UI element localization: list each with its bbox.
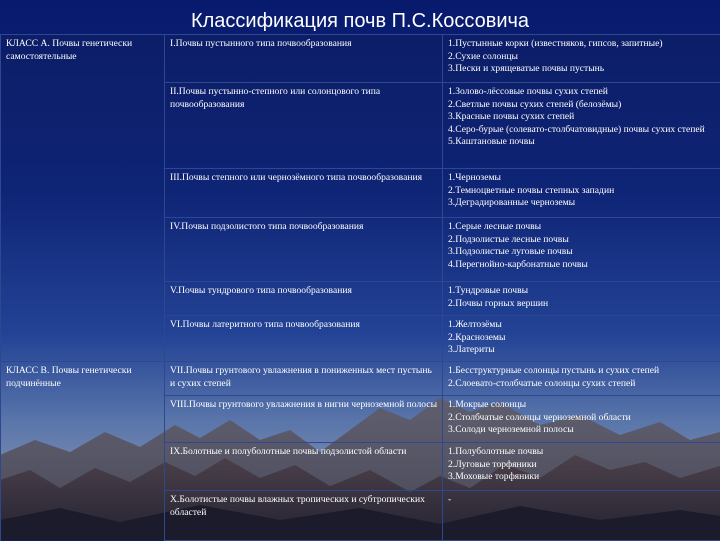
soil-subtype: 4.Серо-бурые (солевато-столбчатовидные) почвы сухих степей	[448, 124, 716, 137]
soil-type-cell: VII.Почвы грунтового увлажнения в пониженных мест пустынь и сухих степей	[165, 362, 443, 396]
soil-subtype: 1.Бесструктурные солонцы пустынь и сухих степей	[448, 365, 716, 378]
soil-subtype: 2.Темноцветные почвы степных западин	[448, 185, 716, 198]
soil-subtype: 2.Почвы горных вершин	[448, 298, 716, 311]
soil-subtypes-cell	[443, 362, 720, 396]
soil-subtype: 2.Луговые торфяники	[448, 459, 716, 472]
soil-type-cell: II.Почвы пустынно-степного или солонцового типа почвообразования	[165, 83, 443, 169]
class-cell	[1, 316, 165, 362]
table-row	[1, 35, 720, 83]
slide-title: Классификация почв П.С.Коссовича	[0, 8, 720, 34]
soil-subtype: 1.Золово-лёссовые почвы сухих степей	[448, 86, 716, 99]
table-row	[1, 218, 720, 282]
soil-subtype: 4.Перегнойно-карбонатные почвы	[448, 259, 716, 272]
soil-type-cell: IX.Болотные и полуболотные почвы подзолистой области	[165, 443, 443, 491]
table-row	[1, 83, 720, 169]
soil-subtype: 3.Латериты	[448, 344, 716, 357]
class-cell: КЛАСС В. Почвы генетически подчинённые	[1, 362, 165, 396]
table-row	[1, 169, 720, 218]
soil-subtypes-cell	[443, 282, 720, 316]
soil-subtype: 2.Слоевато-столбчатые солонцы сухих степей	[448, 378, 716, 391]
soil-subtypes-cell	[443, 83, 720, 169]
soil-subtype: 2.Сухие солонцы	[448, 51, 716, 64]
class-cell	[1, 169, 165, 218]
soil-subtype: 3.Пески и хрящеватые почвы пустынь	[448, 63, 716, 76]
table-row	[1, 362, 720, 396]
soil-subtypes-cell	[443, 169, 720, 218]
soil-type-cell: III.Почвы степного или чернозёмного типа почвообразования	[165, 169, 443, 218]
soil-subtype: 1.Мокрые солонцы	[448, 399, 716, 412]
soil-subtype: 2.Светлые почвы сухих степей (белозёмы)	[448, 99, 716, 112]
class-cell	[1, 443, 165, 491]
soil-subtypes-cell	[443, 443, 720, 491]
soil-subtypes-cell	[443, 396, 720, 443]
table-row	[1, 443, 720, 491]
soil-type-cell: VI.Почвы латеритного типа почвообразования	[165, 316, 443, 362]
soil-subtype: 2.Красноземы	[448, 332, 716, 345]
soil-subtype: 3.Деградированные черноземы	[448, 197, 716, 210]
class-cell	[1, 218, 165, 282]
soil-subtype: 1.Желтозёмы	[448, 319, 716, 332]
table-row	[1, 491, 720, 541]
soil-type-cell: VIII.Почвы грунтового увлажнения в нигни черноземной полосы	[165, 396, 443, 443]
soil-subtype: 1.Черноземы	[448, 172, 716, 185]
soil-subtype: 2.Подзолистые лесные почвы	[448, 234, 716, 247]
class-cell	[1, 282, 165, 316]
class-cell	[1, 491, 165, 541]
table-row	[1, 316, 720, 362]
soil-subtypes-cell	[443, 35, 720, 83]
soil-subtype: 1.Пустынные корки (известняков, гипсов, запитные)	[448, 38, 716, 51]
soil-type-cell: I.Почвы пустынного типа почвообразования	[165, 35, 443, 83]
soil-type-cell: V.Почвы тундрового типа почвообразования	[165, 282, 443, 316]
table-row	[1, 282, 720, 316]
soil-classification-table	[0, 34, 720, 541]
soil-subtypes-cell	[443, 316, 720, 362]
table-row	[1, 396, 720, 443]
class-cell: КЛАСС А. Почвы генетически самостоятельные	[1, 35, 165, 83]
soil-subtype: 2.Столбчатые солонцы черноземной области	[448, 412, 716, 425]
soil-subtype: -	[448, 494, 716, 507]
soil-subtype: 3.Подзолистые луговые почвы	[448, 246, 716, 259]
soil-subtype: 1.Серые лесные почвы	[448, 221, 716, 234]
soil-subtype: 1.Тундровые почвы	[448, 285, 716, 298]
soil-subtype: 1.Полуболотные почвы	[448, 446, 716, 459]
soil-subtype: 5.Каштановые почвы	[448, 136, 716, 149]
soil-type-cell: X.Болотистые почвы влажных тропических и субтропических областей	[165, 491, 443, 541]
soil-subtypes-cell	[443, 491, 720, 541]
class-cell	[1, 83, 165, 169]
class-cell	[1, 396, 165, 443]
soil-type-cell: IV.Почвы подзолистого типа почвообразования	[165, 218, 443, 282]
soil-subtype: 3.Моховые торфяники	[448, 471, 716, 484]
soil-subtype: 3.Красные почвы сухих степей	[448, 111, 716, 124]
soil-subtypes-cell	[443, 218, 720, 282]
soil-subtype: 3.Солоди черноземной полосы	[448, 424, 716, 437]
